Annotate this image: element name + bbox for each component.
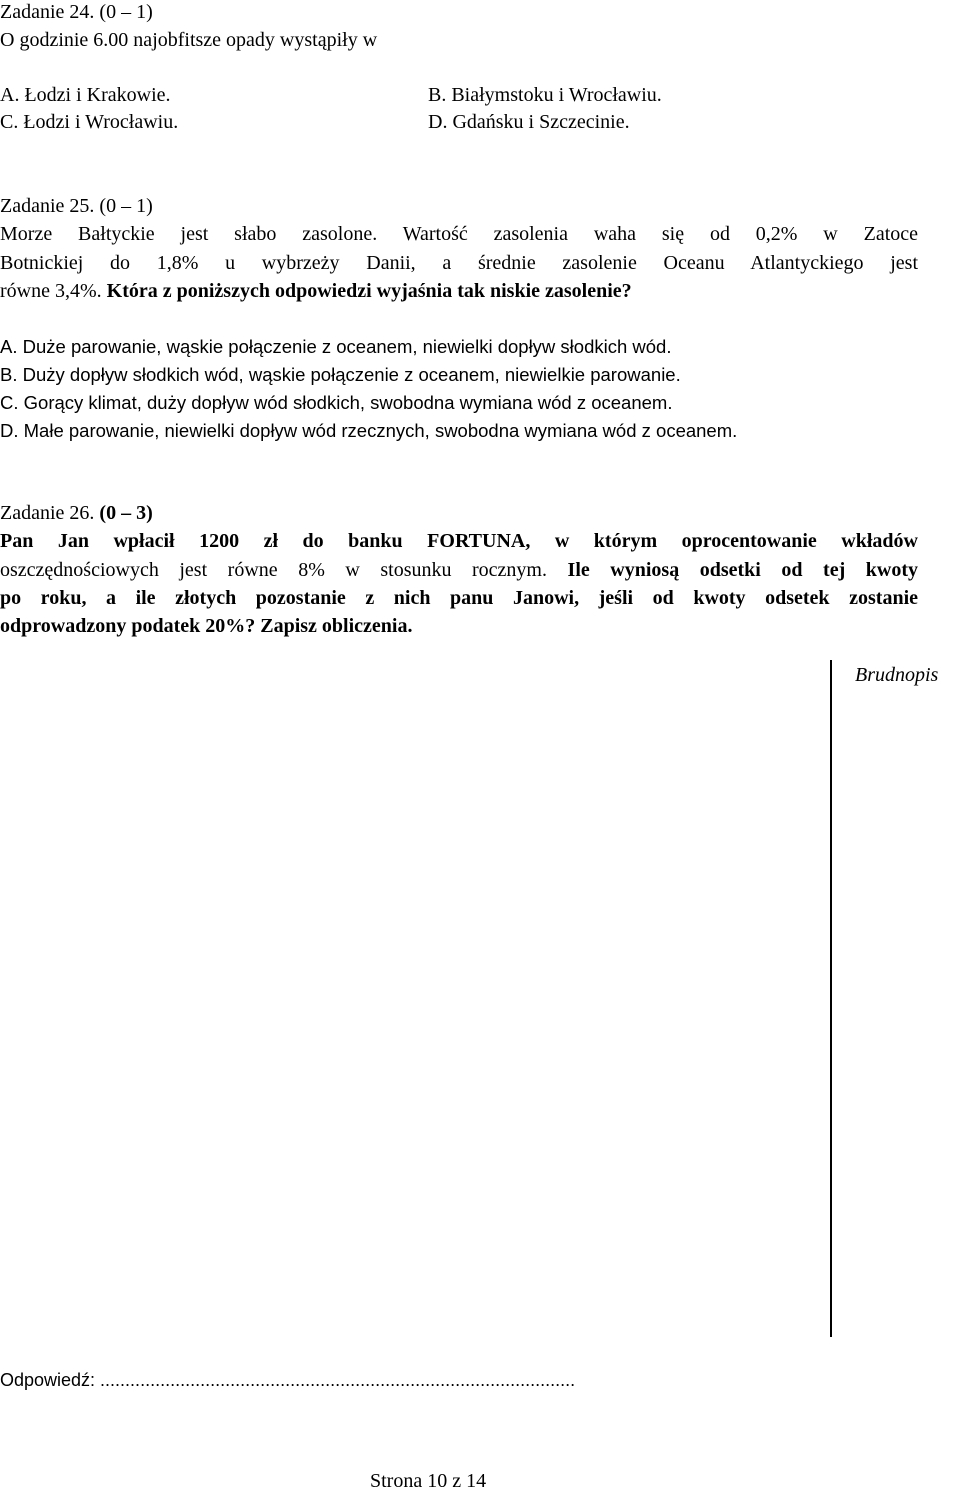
q24-question: O godzinie 6.00 najobfitsze opady wystąpiły w xyxy=(0,29,378,51)
q25-option-a: A. Duże parowanie, wąskie połączenie z oceanem, niewielki dopływ słodkich wód. xyxy=(0,336,672,357)
draft-divider xyxy=(830,660,832,1337)
q26-line2-normal: oszczędnościowych jest równe 8% w stosunku rocznym. xyxy=(0,559,547,581)
q25-text-line3 xyxy=(0,277,632,305)
page-footer: Strona 10 z 14 xyxy=(370,1470,487,1492)
draft-label: Brudnopis xyxy=(855,664,939,686)
q24-option-a: A. Łodzi i Krakowie. xyxy=(0,84,171,106)
q24-option-d: D. Gdańsku i Szczecinie. xyxy=(428,111,630,133)
q24-option-c: C. Łodzi i Wrocławiu. xyxy=(0,111,179,133)
q26-line2 xyxy=(0,556,918,584)
q26-heading-points: (0 – 3) xyxy=(99,502,153,524)
q26-heading-label: Zadanie 26. xyxy=(0,502,95,524)
q25-option-c: C. Gorący klimat, duży dopływ wód słodkich, swobodna wymiana wód z oceanem. xyxy=(0,392,673,413)
q25-heading: Zadanie 25. (0 – 1) xyxy=(0,195,153,217)
q25-text-line2: Botnickiej do 1,8% u wybrzeży Danii, a średnie zasolenie Oceanu Atlantyckiego jest xyxy=(0,252,918,274)
q26-line3: po roku, a ile złotych pozostanie z nich panu Janowi, jeśli od kwoty odsetek zostanie xyxy=(0,587,918,609)
q26-line2-bold: Ile wyniosą odsetki od tej kwoty xyxy=(567,559,919,581)
q25-text-bold: Morze Bałtyckie jest słabo zasolone. xyxy=(0,223,378,245)
q26-line1: Pan Jan wpłacił 1200 zł do banku FORTUNA, w którym oprocentowanie wkładów xyxy=(0,530,918,552)
q25-question: Która z poniższych odpowiedzi wyjaśnia tak niskie zasolenie? xyxy=(106,280,632,302)
q26-line4: odprowadzony podatek 20%? Zapisz obliczenia. xyxy=(0,615,413,637)
answer-line: Odpowiedź: ............................................................................................... xyxy=(0,1370,576,1390)
q26-heading xyxy=(0,499,153,527)
q24-heading: Zadanie 24. (0 – 1) xyxy=(0,1,153,23)
q25-option-d: D. Małe parowanie, niewielki dopływ wód rzecznych, swobodna wymiana wód z oceanem. xyxy=(0,420,738,441)
q25-text-line1 xyxy=(0,220,918,248)
q25-text-normal: równe 3,4%. xyxy=(0,280,102,302)
q24-option-b: B. Białymstoku i Wrocławiu. xyxy=(428,84,662,106)
q25-text-rest: Wartość zasolenia waha się od 0,2% w Zatoce xyxy=(402,223,919,245)
q25-option-b: B. Duży dopływ słodkich wód, wąskie połączenie z oceanem, niewielkie parowanie. xyxy=(0,364,681,385)
